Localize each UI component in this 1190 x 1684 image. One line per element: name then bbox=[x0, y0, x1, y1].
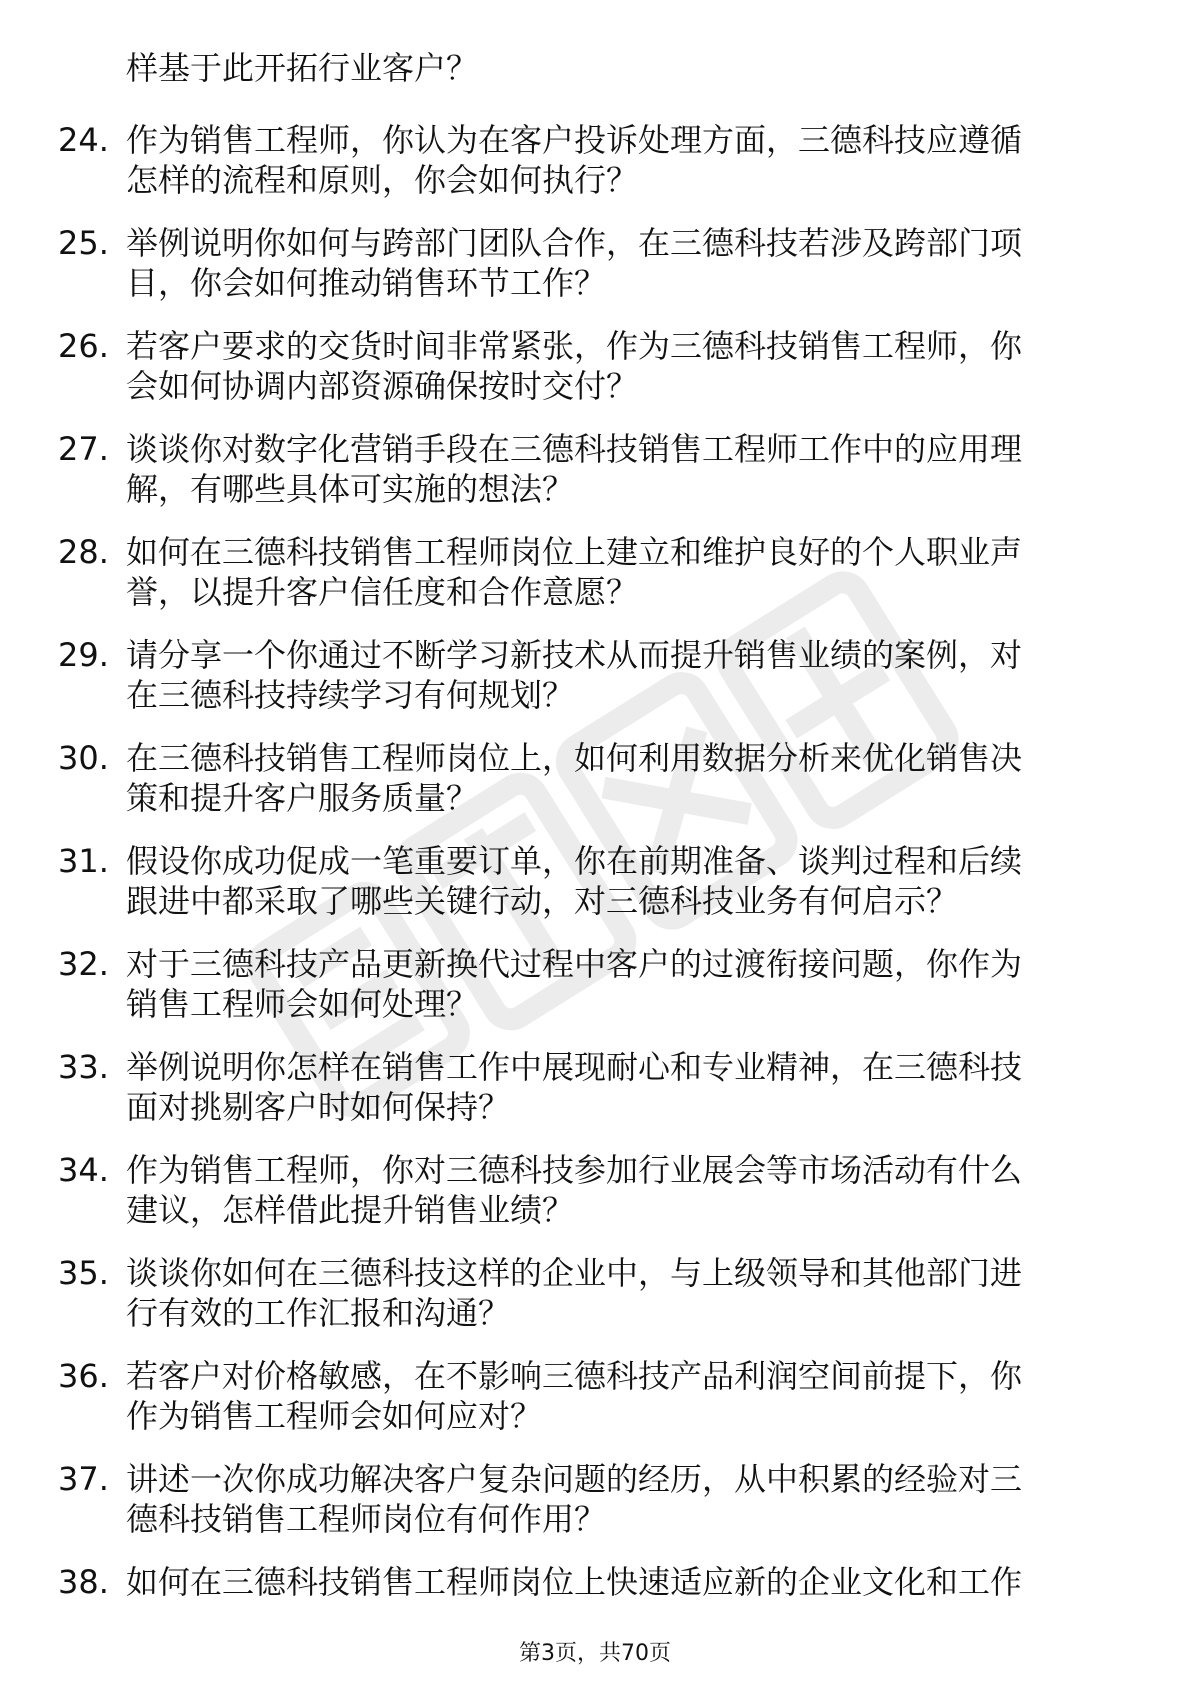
question-list bbox=[58, 120, 1118, 1602]
question-line: 销售工程师会如何处理？ bbox=[126, 985, 479, 1023]
question-line: 策和提升客户服务质量？ bbox=[126, 779, 479, 817]
question-number: 34. bbox=[58, 1151, 109, 1189]
question-line: 在三德科技持续学习有何规划？ bbox=[126, 676, 575, 714]
question-line: 行有效的工作汇报和沟通？ bbox=[126, 1294, 511, 1332]
question-item bbox=[58, 1562, 1118, 1602]
continuation-text: 样基于此开拓行业客户？ bbox=[126, 49, 479, 87]
question-item bbox=[58, 738, 1118, 818]
question-number: 26. bbox=[58, 327, 109, 365]
question-line: 目，你会如何推动销售环节工作？ bbox=[126, 264, 607, 302]
question-line: 举例说明你如何与跨部门团队合作，在三德科技若涉及跨部门项 bbox=[126, 224, 1023, 262]
question-item bbox=[58, 1150, 1118, 1230]
question-item bbox=[58, 223, 1118, 303]
question-item bbox=[58, 1253, 1118, 1333]
question-text bbox=[126, 223, 1118, 303]
question-line: 谈谈你对数字化营销手段在三德科技销售工程师工作中的应用理 bbox=[126, 430, 1023, 468]
question-line: 面对挑剔客户时如何保持？ bbox=[126, 1088, 511, 1126]
question-item bbox=[58, 1459, 1118, 1539]
question-line: 在三德科技销售工程师岗位上，如何利用数据分析来优化销售决 bbox=[126, 739, 1023, 777]
question-item bbox=[58, 841, 1118, 921]
question-line: 讲述一次你成功解决客户复杂问题的经历，从中积累的经验对三 bbox=[126, 1460, 1023, 1498]
question-item bbox=[58, 1047, 1118, 1127]
question-text bbox=[126, 1459, 1118, 1539]
question-text bbox=[126, 1150, 1118, 1230]
question-line: 作为销售工程师会如何应对？ bbox=[126, 1397, 543, 1435]
page-number-label: 第3页，共70页 bbox=[519, 1641, 671, 1666]
question-line: 怎样的流程和原则，你会如何执行？ bbox=[126, 161, 639, 199]
question-text bbox=[126, 326, 1118, 406]
question-text bbox=[126, 738, 1118, 818]
question-text bbox=[126, 429, 1118, 509]
question-line: 假设你成功促成一笔重要订单，你在前期准备、谈判过程和后续 bbox=[126, 842, 1023, 880]
question-number: 31. bbox=[58, 842, 109, 880]
question-number: 29. bbox=[58, 636, 109, 674]
question-line: 举例说明你怎样在销售工作中展现耐心和专业精神，在三德科技 bbox=[126, 1048, 1023, 1086]
question-item bbox=[58, 120, 1118, 200]
question-line: 跟进中都采取了哪些关键行动，对三德科技业务有何启示？ bbox=[126, 882, 959, 920]
question-number: 24. bbox=[58, 121, 109, 159]
question-number: 35. bbox=[58, 1254, 109, 1292]
question-number: 25. bbox=[58, 224, 109, 262]
question-item bbox=[58, 1356, 1118, 1436]
question-number: 33. bbox=[58, 1048, 109, 1086]
question-line: 作为销售工程师，你认为在客户投诉处理方面，三德科技应遵循 bbox=[126, 121, 1023, 159]
question-number: 36. bbox=[58, 1357, 109, 1395]
question-item bbox=[58, 429, 1118, 509]
question-content bbox=[58, 48, 1118, 1625]
question-text bbox=[126, 1047, 1118, 1127]
question-text bbox=[126, 1562, 1118, 1602]
question-line: 德科技销售工程师岗位有何作用？ bbox=[126, 1500, 607, 1538]
question-number: 32. bbox=[58, 945, 109, 983]
question-line: 作为销售工程师，你对三德科技参加行业展会等市场活动有什么 bbox=[126, 1151, 1023, 1189]
question-text bbox=[126, 944, 1118, 1024]
question-item bbox=[58, 635, 1118, 715]
question-number: 28. bbox=[58, 533, 109, 571]
question-line: 解，有哪些具体可实施的想法？ bbox=[126, 470, 575, 508]
question-text bbox=[126, 635, 1118, 715]
question-item bbox=[58, 532, 1118, 612]
question-text bbox=[126, 532, 1118, 612]
question-number: 27. bbox=[58, 430, 109, 468]
question-item bbox=[58, 326, 1118, 406]
question-line: 请分享一个你通过不断学习新技术从而提升销售业绩的案例，对 bbox=[126, 636, 1023, 674]
question-text bbox=[126, 120, 1118, 200]
question-line: 如何在三德科技销售工程师岗位上建立和维护良好的个人职业声 bbox=[126, 533, 1023, 571]
question-line: 若客户对价格敏感，在不影响三德科技产品利润空间前提下，你 bbox=[126, 1357, 1023, 1395]
question-text bbox=[126, 841, 1118, 921]
page-footer bbox=[0, 1640, 1190, 1668]
question-line: 会如何协调内部资源确保按时交付？ bbox=[126, 367, 639, 405]
question-line: 谈谈你如何在三德科技这样的企业中，与上级领导和其他部门进 bbox=[126, 1254, 1023, 1292]
question-line: 对于三德科技产品更新换代过程中客户的过渡衔接问题，你作为 bbox=[126, 945, 1023, 983]
question-item bbox=[58, 944, 1118, 1024]
question-text bbox=[126, 1356, 1118, 1436]
question-text bbox=[126, 1253, 1118, 1333]
question-number: 37. bbox=[58, 1460, 109, 1498]
question-line: 若客户要求的交货时间非常紧张，作为三德科技销售工程师，你 bbox=[126, 327, 1023, 365]
question-line: 如何在三德科技销售工程师岗位上快速适应新的企业文化和工作 bbox=[126, 1563, 1023, 1601]
question-line: 建议，怎样借此提升销售业绩？ bbox=[126, 1191, 575, 1229]
question-number: 30. bbox=[58, 739, 109, 777]
question-number: 38. bbox=[58, 1563, 109, 1601]
question-line: 誉，以提升客户信任度和合作意愿？ bbox=[126, 573, 639, 611]
